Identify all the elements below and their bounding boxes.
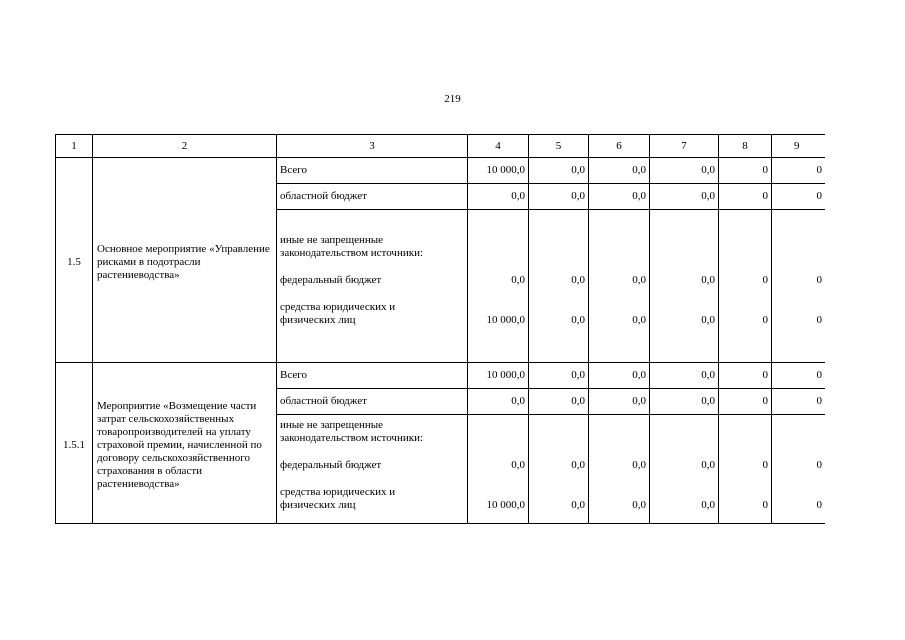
row-name: Основное мероприятие «Управление рисками в подотрасли растениеводства»	[93, 158, 277, 363]
table-row	[56, 363, 826, 389]
header-cell: 6	[589, 135, 650, 158]
federal-value: 0	[816, 274, 822, 286]
table-cell	[772, 210, 826, 363]
federal-value: 0,0	[571, 459, 585, 471]
legal-value: 0,0	[571, 499, 585, 511]
header-cell: 1	[56, 135, 93, 158]
table-row	[56, 158, 826, 184]
table-cell: 0,0	[589, 363, 650, 389]
table-cell	[468, 415, 529, 524]
legal-value: 0,0	[632, 314, 646, 326]
table-cell	[719, 210, 772, 363]
table-cell: 0	[772, 158, 826, 184]
source-label: областной бюджет	[277, 184, 468, 210]
federal-label: федеральный бюджет	[280, 274, 382, 286]
federal-label: федеральный бюджет	[280, 459, 382, 471]
legal-value: 0,0	[701, 499, 715, 511]
table-cell: 0,0	[589, 184, 650, 210]
federal-value: 0	[762, 459, 768, 471]
table-cell	[529, 210, 589, 363]
table-cell: 0,0	[650, 363, 719, 389]
table-cell: 10 000,0	[468, 363, 529, 389]
legal-value: 0,0	[632, 499, 646, 511]
table-cell	[529, 415, 589, 524]
table-cell: 0	[772, 363, 826, 389]
table-cell	[589, 210, 650, 363]
page-number: 219	[444, 93, 461, 105]
legal-value: 10 000,0	[486, 499, 525, 511]
legal-value: 10 000,0	[486, 314, 525, 326]
header-cell: 8	[719, 135, 772, 158]
table-cell: 0,0	[650, 389, 719, 415]
table-cell	[468, 210, 529, 363]
source-label: Всего	[277, 158, 468, 184]
federal-value: 0,0	[701, 274, 715, 286]
legal-value: 0	[762, 499, 768, 511]
header-cell: 7	[650, 135, 719, 158]
federal-value: 0	[762, 274, 768, 286]
budget-table-wrapper	[55, 134, 825, 524]
federal-value: 0,0	[701, 459, 715, 471]
legal-value: 0,0	[701, 314, 715, 326]
table-cell	[589, 415, 650, 524]
table-cell: 0	[719, 363, 772, 389]
table-cell: 0,0	[529, 184, 589, 210]
header-cell: 5	[529, 135, 589, 158]
table-cell: 0,0	[589, 389, 650, 415]
header-cell: 4	[468, 135, 529, 158]
table-cell: 0,0	[650, 184, 719, 210]
federal-value: 0,0	[511, 459, 525, 471]
federal-value: 0,0	[632, 459, 646, 471]
legal-value: 0	[816, 499, 822, 511]
header-cell: 2	[93, 135, 277, 158]
table-cell: 0,0	[529, 363, 589, 389]
federal-value: 0,0	[511, 274, 525, 286]
other-sources-label: иные не запрещенные законодательством источники:	[280, 234, 424, 259]
row-code: 1.5.1	[56, 363, 93, 524]
federal-value: 0,0	[632, 274, 646, 286]
legal-label: средства юридических и физических лиц	[280, 486, 396, 511]
table-cell: 0,0	[589, 158, 650, 184]
other-sources-label: иные не запрещенные законодательством источники:	[280, 419, 424, 444]
header-cell: 3	[277, 135, 468, 158]
table-cell: 0,0	[529, 158, 589, 184]
table-cell: 0,0	[468, 184, 529, 210]
table-cell	[650, 210, 719, 363]
table-cell	[650, 415, 719, 524]
legal-label: средства юридических и физических лиц	[280, 301, 396, 326]
federal-value: 0,0	[571, 274, 585, 286]
table-cell: 0	[772, 389, 826, 415]
table-cell: 0	[719, 184, 772, 210]
table-cell: 0,0	[468, 389, 529, 415]
row-name: Мероприятие «Возмещение части затрат сельскохозяйственных товаропроизводителей на уплату страховой премии, начисленной по договору сельскохозяйственного страхования в области растениеводства»	[93, 363, 277, 524]
table-cell: 0	[719, 389, 772, 415]
table-cell: 0	[719, 158, 772, 184]
table-cell	[719, 415, 772, 524]
header-cell: 9	[772, 135, 826, 158]
table-cell: 0,0	[650, 158, 719, 184]
legal-value: 0,0	[571, 314, 585, 326]
table-cell: 0,0	[529, 389, 589, 415]
legal-value: 0	[762, 314, 768, 326]
table-cell: 10 000,0	[468, 158, 529, 184]
row-code: 1.5	[56, 158, 93, 363]
legal-value: 0	[816, 314, 822, 326]
federal-value: 0	[816, 459, 822, 471]
source-label: областной бюджет	[277, 389, 468, 415]
table-cell: 0	[772, 184, 826, 210]
source-label: Всего	[277, 363, 468, 389]
table-cell	[772, 415, 826, 524]
budget-table	[55, 134, 825, 524]
header-row	[56, 135, 826, 158]
source-label	[277, 210, 468, 363]
source-label	[277, 415, 468, 524]
